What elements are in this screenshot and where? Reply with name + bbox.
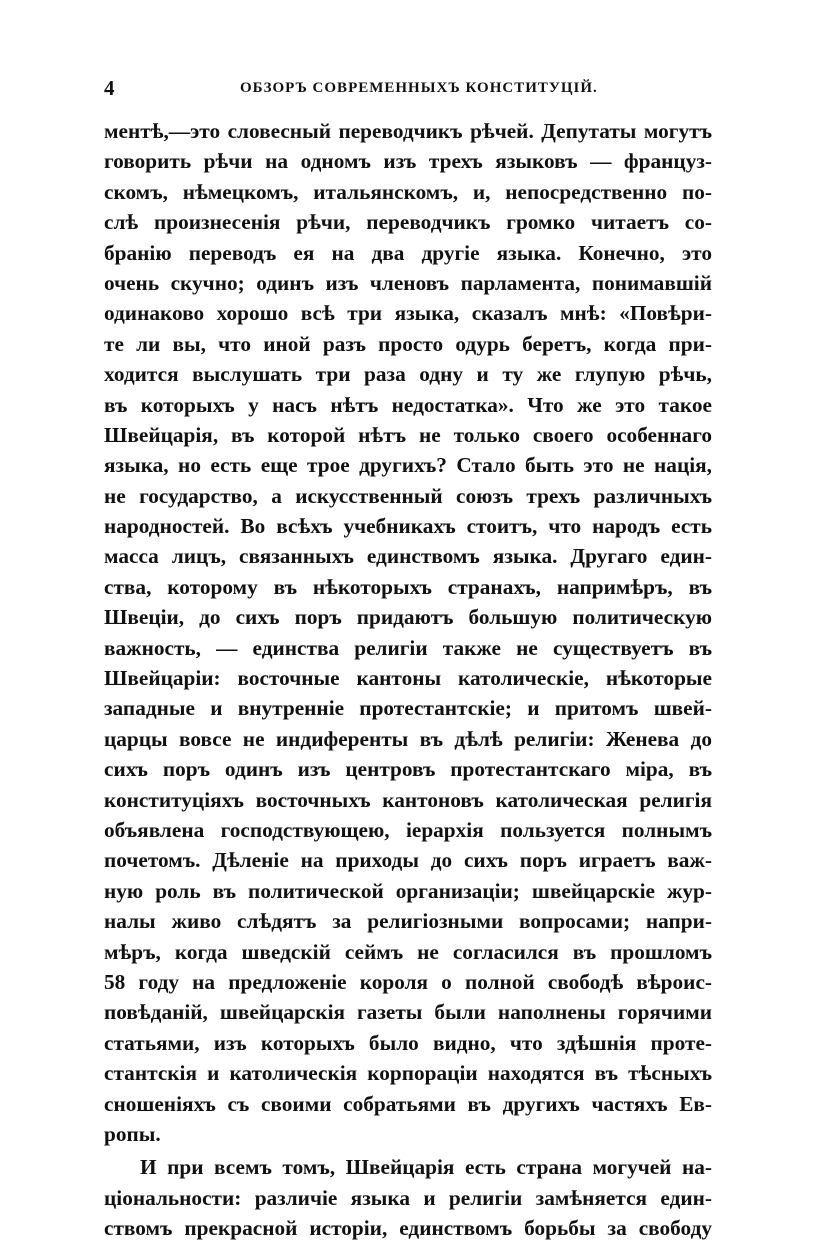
text-line: ціональности: различіе языка и религіи замѣняется един- [104, 1185, 712, 1210]
text-line: 58 году на предложеніе короля о полной свободѣ вѣроис- [104, 969, 712, 994]
text-line: мѣръ, когда шведскій сеймъ не согласился въ прошломъ [104, 939, 712, 964]
text-line: сношеніяхъ съ своими собратьями въ другихъ частяхъ Ев- [104, 1091, 712, 1116]
text-line: ходится выслушать три раза одну и ту же глупую рѣчь, [104, 362, 712, 387]
text-line: важность, — единства религіи также не существуетъ въ [104, 635, 712, 660]
text-line: повѣданій, швейцарскія газеты были наполнены горячими [104, 1000, 712, 1025]
running-title: ОБЗОРЪ СОВРЕМЕННЫХЪ КОНСТИТУЦІЙ. [240, 80, 598, 96]
text-line: сихъ поръ одинъ изъ центровъ протестантскаго міра, въ [104, 757, 712, 782]
text-line: ментѣ,—это словесный переводчикъ рѣчей. Депутаты могутъ [104, 119, 712, 143]
text-line: ствомъ прекрасной исторіи, единствомъ борьбы за свободу [104, 1216, 712, 1241]
text-line-paragraph-start: И при всемъ томъ, Швейцарія есть страна могучей на- [140, 1155, 712, 1180]
text-line: ства, которому въ нѣкоторыхъ странахъ, напримѣръ, въ [104, 574, 712, 599]
text-line: те ли вы, что иной разъ просто одурь беретъ, когда при- [104, 331, 712, 356]
text-line: почетомъ. Дѣленіе на приходы до сихъ поръ играетъ важ- [104, 848, 712, 873]
text-line-paragraph-end: ропы. [104, 1121, 161, 1146]
text-line: не государство, а искусственный союзъ трехъ различныхъ [104, 483, 712, 508]
text-line: западные и внутренніе протестантскіе; и притомъ швей- [104, 696, 712, 721]
text-line: въ которыхъ у насъ нѣтъ недостатка». Что же это такое [104, 392, 712, 417]
text-line: статьями, изъ которыхъ было видно, что здѣшнія проте- [104, 1030, 712, 1055]
text-line: Швеціи, до сихъ поръ придаютъ большую политическую [104, 605, 712, 630]
text-line: скомъ, нѣмецкомъ, итальянскомъ, и, непосредственно по- [104, 179, 712, 204]
text-line: языка, но есть еще трое другихъ? Стало быть это не нація, [104, 453, 712, 478]
text-line: налы живо слѣдятъ за религіозными вопросами; напри- [104, 909, 712, 934]
body-text [104, 116, 712, 1243]
text-line: бранію переводъ ея на два другіе языка. Конечно, это [104, 240, 712, 265]
text-line: одинаково хорошо всѣ три языка, сказалъ мнѣ: «Повѣри- [104, 301, 712, 326]
text-line: ную роль въ политической организаціи; швейцарскіе жур- [104, 878, 712, 903]
text-line: масса лицъ, связанныхъ единствомъ языка. Другаго един- [104, 544, 712, 569]
text-line: народностей. Во всѣхъ учебникахъ стоитъ, что народъ есть [104, 514, 712, 539]
text-line: очень скучно; одинъ изъ членовъ парламента, понимавшій [104, 270, 712, 295]
text-line: говорить рѣчи на одномъ изъ трехъ языковъ — француз- [104, 149, 712, 174]
running-head [104, 74, 714, 102]
text-line: стантскія и католическія корпораціи находятся въ тѣсныхъ [104, 1061, 712, 1086]
text-line: царцы вовсе не индиференты въ дѣлѣ религіи: Женева до [104, 726, 712, 751]
text-line: объявлена господствующею, іерархія пользуется полнымъ [104, 817, 712, 842]
text-line: слѣ произнесенія рѣчи, переводчикъ громко читаетъ со- [104, 210, 712, 235]
text-line: конституціяхъ восточныхъ кантоновъ католическая религія [104, 787, 712, 812]
text-line: Швейцаріи: восточные кантоны католическіе, нѣкоторые [104, 666, 712, 691]
text-line: Швейцарія, въ которой нѣтъ не только своего особеннаго [104, 422, 712, 447]
page-number: 4 [104, 76, 115, 100]
